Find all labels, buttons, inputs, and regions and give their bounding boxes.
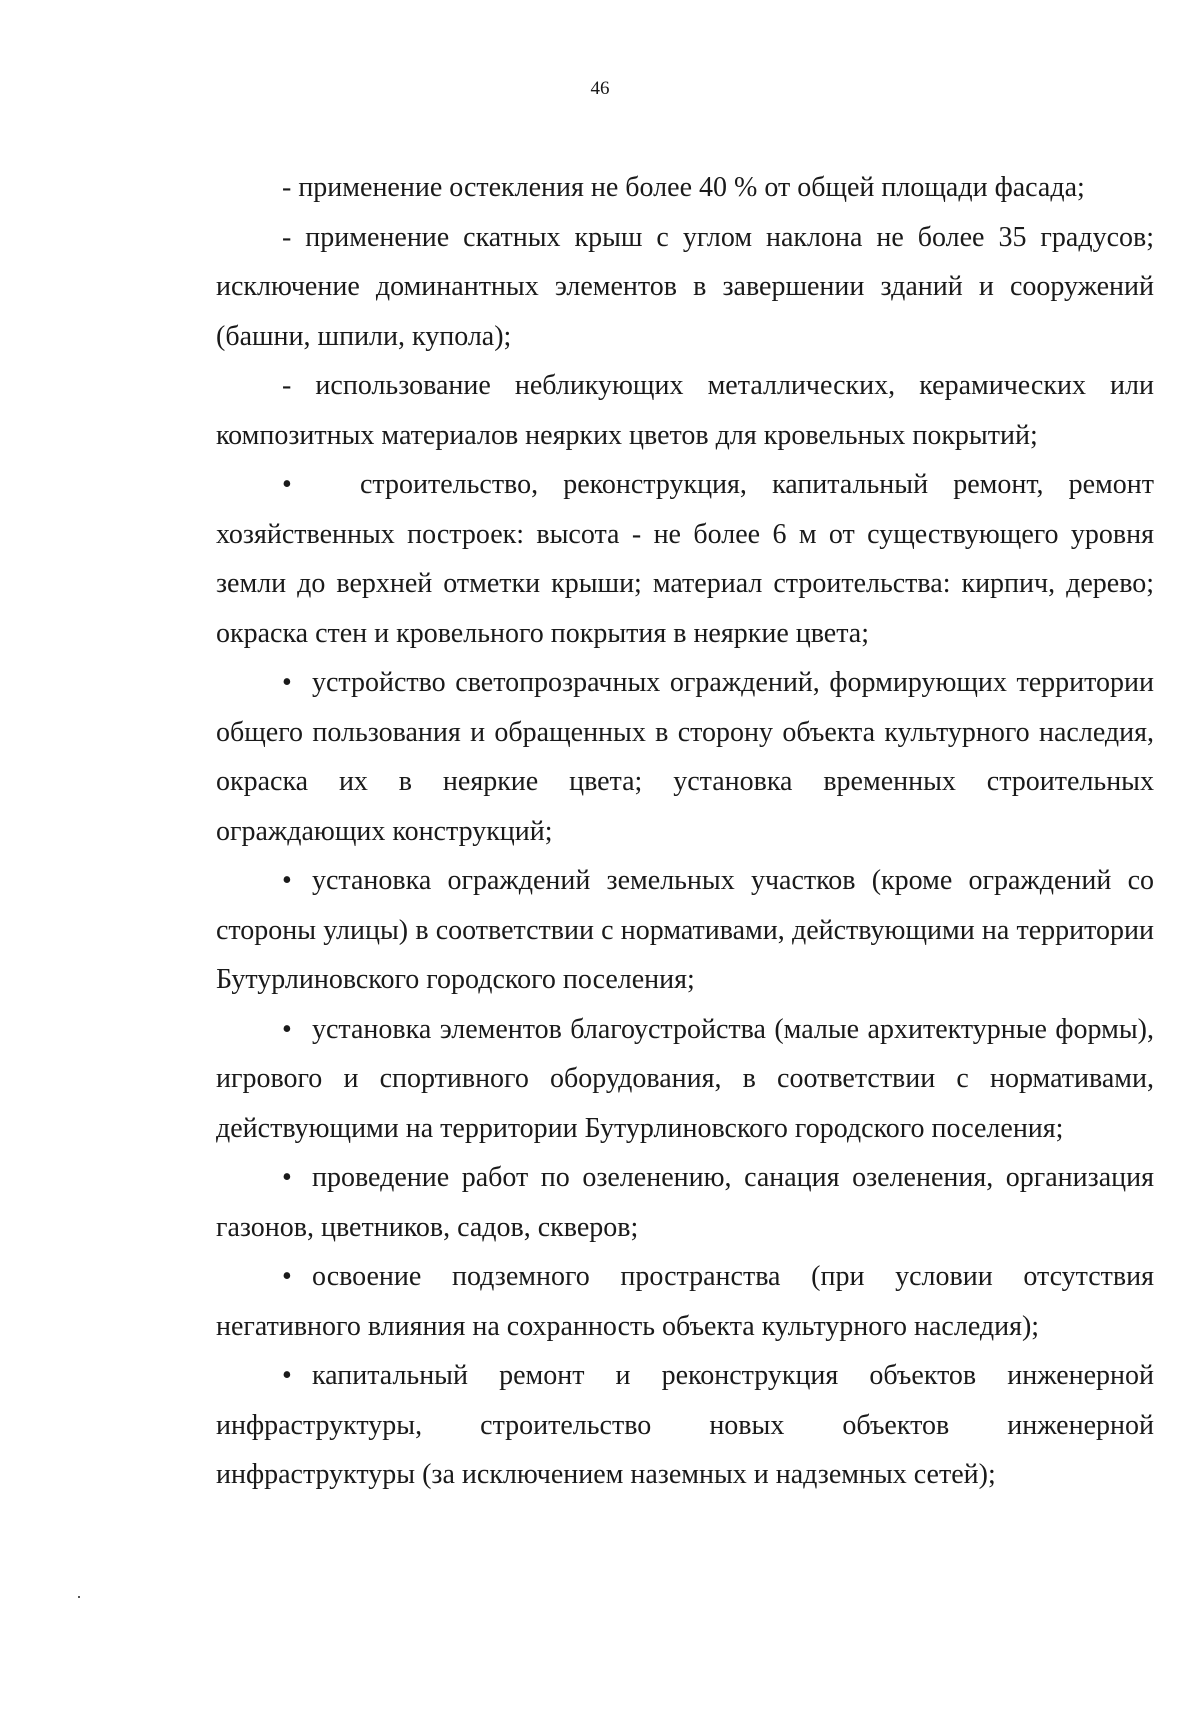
paragraph-infrastructure xyxy=(216,1351,1154,1500)
paragraph-text: капитальный ремонт и реконструкция объектов инженерной инфраструктуры, строительство новых объектов инженерной инфраструктуры (за исключением наземных и надземных сетей); xyxy=(216,1360,1154,1490)
paragraph-outbuildings xyxy=(216,460,1154,658)
paragraph-text: строительство, реконструкция, капитальный ремонт, ремонт хозяйственных построек: высота - не более 6 м от существующего уровня земли до верхней отметки крыши; материал строительства: кирпич, дерево; окраска стен и кровельного покрытия в неяркие цвета; xyxy=(216,469,1154,649)
bullet-marker: • xyxy=(282,469,292,500)
bullet-marker: • xyxy=(282,1162,292,1193)
paragraph-landscaping-elements xyxy=(216,1005,1154,1154)
paragraph-text: проведение работ по озеленению, санация озеленения, организация газонов, цветников, садов, скверов; xyxy=(216,1162,1154,1243)
bullet-marker: • xyxy=(282,667,292,698)
paragraph-roofs xyxy=(216,213,1154,362)
bullet-marker: • xyxy=(282,1261,292,1292)
paragraph-glazing xyxy=(216,163,1154,213)
paragraph-underground xyxy=(216,1252,1154,1351)
paragraph-text: освоение подземного пространства (при условии отсутствия негативного влияния на сохранность объекта культурного наследия); xyxy=(216,1261,1154,1342)
bullet-marker: • xyxy=(282,865,292,896)
document-body xyxy=(216,163,1154,1500)
paragraph-greening xyxy=(216,1153,1154,1252)
page-number: 46 xyxy=(590,78,610,99)
scan-speck xyxy=(78,1596,80,1598)
paragraph-translucent-fences xyxy=(216,658,1154,856)
paragraph-text: - применение остекления не более 40 % от общей площади фасада; xyxy=(282,172,1085,203)
paragraph-roof-materials xyxy=(216,361,1154,460)
paragraph-text: - применение скатных крыш с углом наклона не более 35 градусов; исключение доминантных элементов в завершении зданий и сооружений (башни, шпили, купола); xyxy=(216,221,1154,352)
bullet-marker: • xyxy=(282,1013,292,1045)
paragraph-land-fences xyxy=(216,856,1154,1005)
paragraph-text: установка элементов благоустройства (малые архитектурные формы), игрового и спортивного оборудования, в соответствии с нормативами, действующими на территории Бутурлиновского городского поселения; xyxy=(216,1013,1154,1144)
bullet-marker: • xyxy=(282,1360,292,1391)
paragraph-text: устройство светопрозрачных ограждений, формирующих территории общего пользования и обращенных в сторону объекта культурного наследия, окраска их в неяркие цвета; установка временных строительных ограждающих конструкций; xyxy=(216,667,1154,847)
paragraph-text: - использование небликующих металлических, керамических или композитных материалов неярких цветов для кровельных покрытий; xyxy=(216,370,1154,451)
paragraph-text: установка ограждений земельных участков (кроме ограждений со стороны улицы) в соответствии с нормативами, действующими на территории Бутурлиновского городского поселения; xyxy=(216,865,1154,995)
